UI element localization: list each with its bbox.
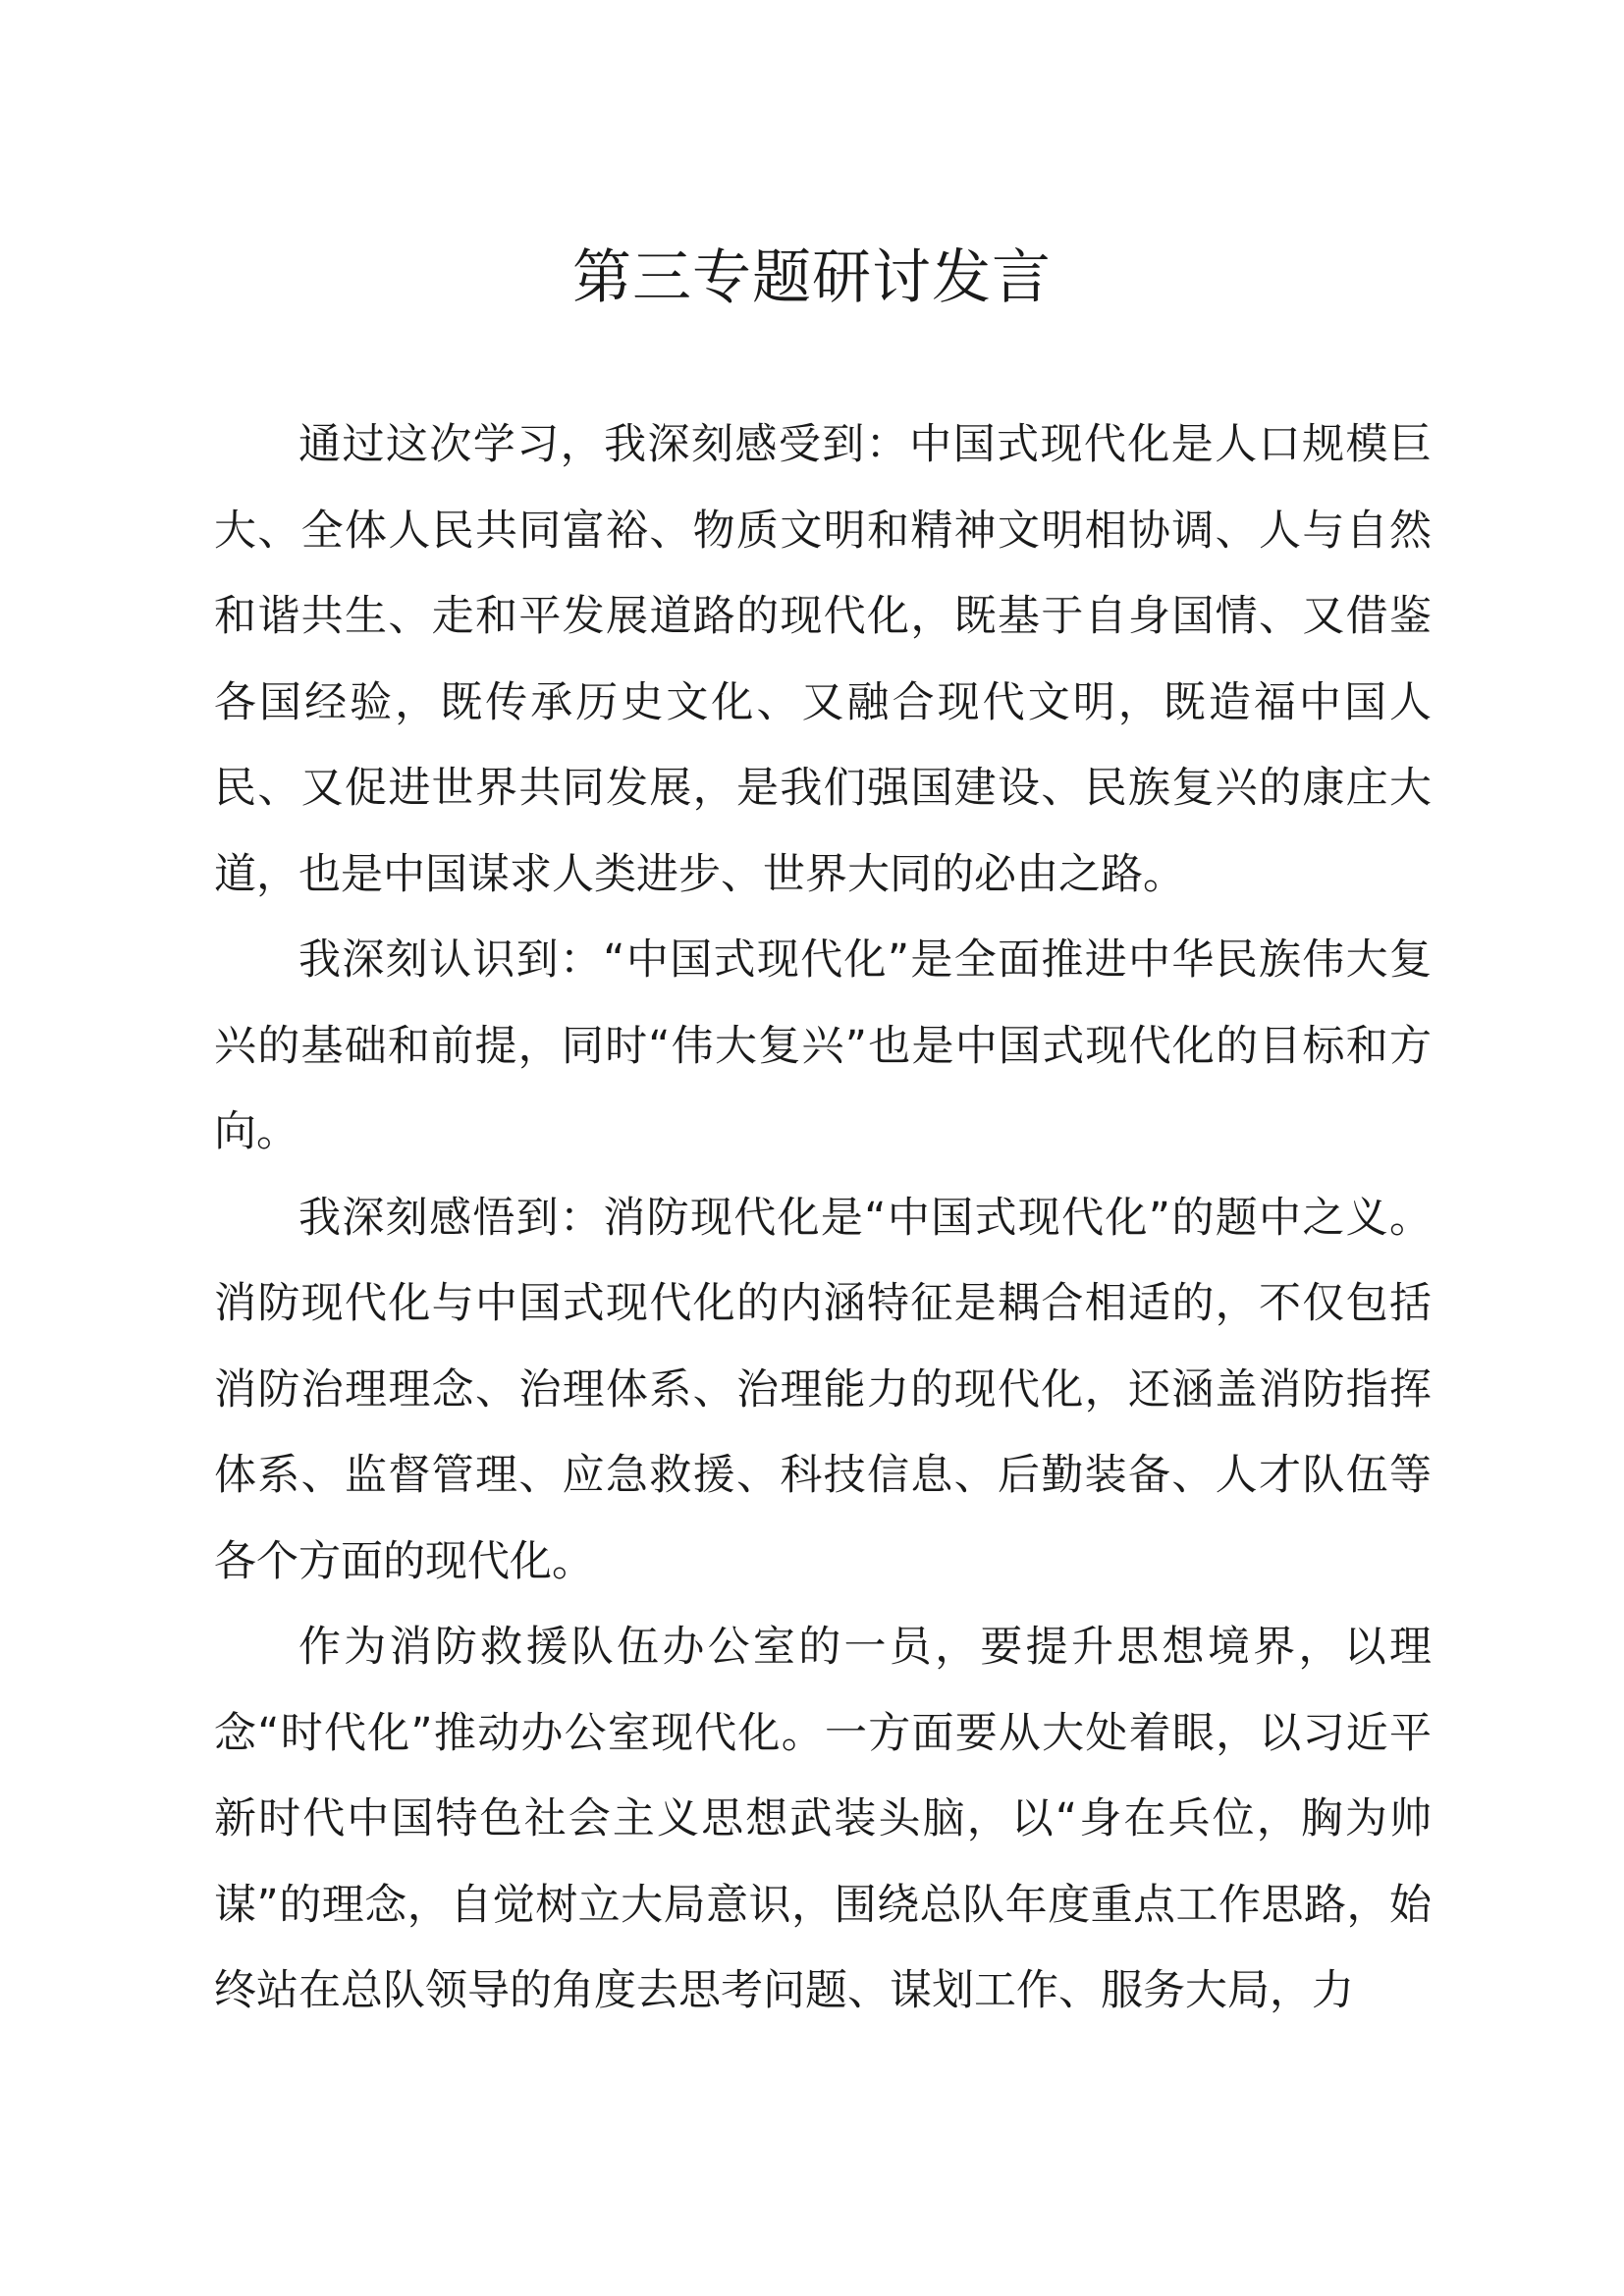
document-body [214, 402, 1432, 2035]
document-title: 第三专题研讨发言 [572, 243, 1052, 312]
paragraph-4: 作为消防救援队伍办公室的一员，要提升思想境界，以理念“时代化”推动办公室现代化。一方面要从大处着眼，以习近平新时代中国特色社会主义思想武装头脑，以“身在兵位，胸为帅谋”的理念，自觉树立大局意识，围绕总队年度重点工作思路，始终站在总队领导的角度去思考问题、谋划工作、服务大局，力 [214, 1623, 1432, 2015]
paragraph-2: 我深刻认识到：“中国式现代化”是全面推进中华民族伟大复兴的基础和前提，同时“伟大复兴”也是中国式现代化的目标和方向。 [214, 935, 1432, 1156]
paragraph-1: 通过这次学习，我深刻感受到：中国式现代化是人口规模巨大、全体人民共同富裕、物质文明和精神文明相协调、人与自然和谐共生、走和平发展道路的现代化，既基于自身国情、又借鉴各国经验，既传承历史文化、又融合现代文明，既造福中国人民、又促进世界共同发展，是我们强国建设、民族复兴的康庄大道，也是中国谋求人类进步、世界大同的必由之路。 [214, 420, 1432, 899]
paragraph-3: 我深刻感悟到：消防现代化是“中国式现代化”的题中之义。消防现代化与中国式现代化的内涵特征是耦合相适的，不仅包括消防治理理念、治理体系、治理能力的现代化，还涵盖消防指挥体系、监督管理、应急救援、科技信息、后勤装备、人才队伍等各个方面的现代化。 [214, 1193, 1432, 1586]
